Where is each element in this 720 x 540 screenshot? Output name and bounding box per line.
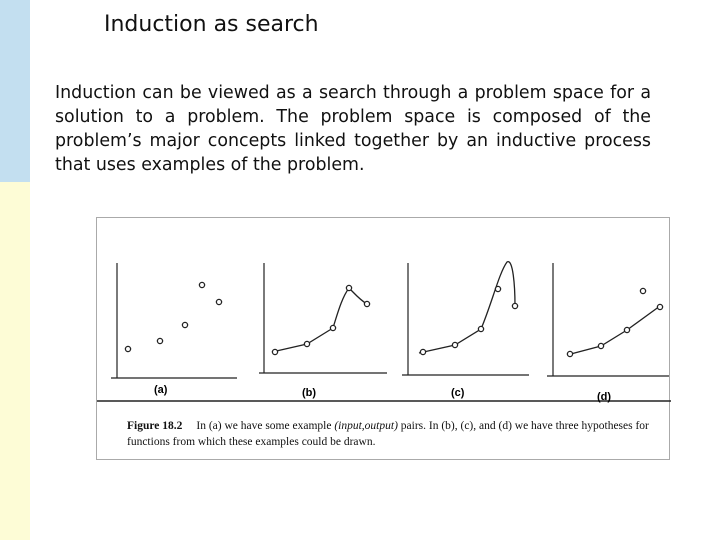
panel-a-point (125, 346, 130, 351)
slide-title: Induction as search (104, 12, 319, 37)
panel-c-point (452, 342, 457, 347)
panel-a-point (216, 299, 221, 304)
panel-a-point (199, 282, 204, 287)
panel-d-label: (d) (597, 391, 612, 403)
slide-body-text: Induction can be viewed as a search through a problem space for a solution to a problem. The problem space is composed of the problem’s major concepts linked together by an inductive process that uses examples of the problem. (55, 83, 651, 175)
panel-a-point (182, 322, 187, 327)
panel-c-label: (c) (451, 387, 465, 399)
panel-b-label: (b) (302, 387, 317, 399)
panel-c-point (420, 349, 425, 354)
panel-b-point (304, 341, 309, 346)
caption-italic: (input,output) (334, 420, 398, 432)
panel-d-point (657, 304, 662, 309)
caption-text-2: pairs. In (b), (c), and (d) we have three hypotheses for functions from which these examples could be drawn. (127, 420, 649, 448)
panel-d-line (567, 306, 660, 355)
panel-c (402, 262, 529, 399)
panel-c-curve (419, 262, 515, 353)
figure-number: Figure 18.2 (127, 420, 183, 432)
panel-c-point (478, 326, 483, 331)
panel-b-point (346, 285, 351, 290)
panel-d-point (624, 327, 629, 332)
panel-d (547, 263, 669, 403)
side-band-bottom (0, 182, 30, 540)
caption-text-1: In (a) we have some example (196, 420, 335, 432)
panel-d-point (567, 351, 572, 356)
panel-d-point (598, 343, 603, 348)
panel-a-label: (a) (154, 384, 168, 396)
panel-b (259, 263, 387, 399)
panel-b-point (330, 325, 335, 330)
panel-c-point (512, 303, 517, 308)
panel-a (111, 263, 237, 396)
figure-18-2 (96, 217, 670, 460)
panel-b-point (364, 301, 369, 306)
figure-caption (127, 418, 657, 450)
panel-d-point (640, 288, 645, 293)
panel-c-point (495, 286, 500, 291)
panel-a-point (157, 338, 162, 343)
panel-b-curve (272, 288, 367, 352)
side-band-top (0, 0, 30, 182)
panel-b-point (272, 349, 277, 354)
